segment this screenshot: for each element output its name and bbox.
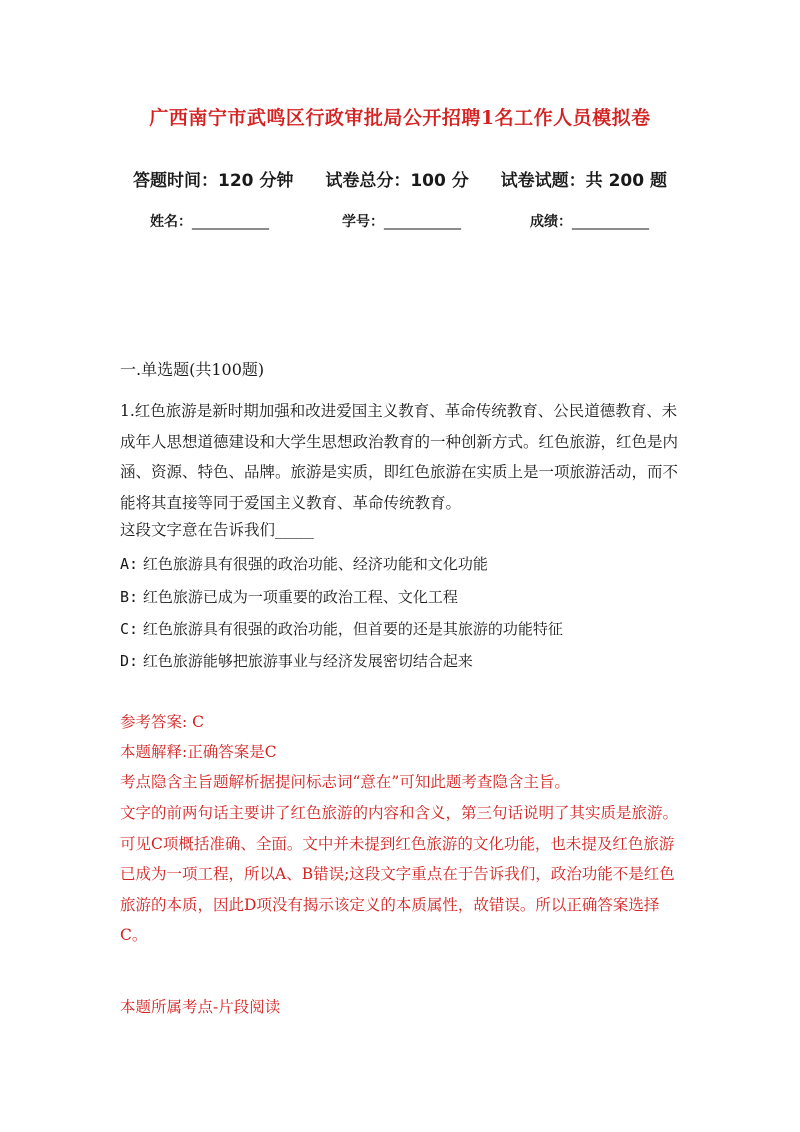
option-b-text: 红色旅游已成为一项重要的政治工程、文化工程: [142, 588, 458, 606]
option-a: [120, 553, 488, 574]
question-prompt: 这段文字意在告诉我们_____: [120, 521, 314, 539]
answer-explanation: 本题解释:正确答案是C: [120, 743, 277, 761]
option-d-key: D:: [120, 652, 139, 670]
student-id-field: [342, 211, 461, 231]
option-a-key: A:: [120, 555, 139, 573]
exam-question-count: 试卷试题：共 200 题: [500, 171, 667, 191]
question-text: 1.红色旅游是新时期加强和改进爱国主义教育、革命传统教育、公民道德教育、未成年人思想道德建设和大学生思想政治教育的一种创新方式。红色旅游，红色是内涵、资源、特色、品牌。旅游是实质，即红色旅游在实质上是一项旅游活动，而不能将其直接等同于爱国主义教育、革命传统教育。: [120, 402, 679, 512]
grade-field: [530, 211, 649, 231]
option-c-key: C:: [120, 620, 139, 638]
exam-meta: [0, 166, 800, 191]
name-label: 姓名：: [150, 214, 192, 230]
name-blank: ___________: [192, 214, 269, 230]
answer-analysis: 文字的前两句话主要讲了红色旅游的内容和含义，第三句话说明了其实质是旅游。可见C项概括准确、全面。文中并未提到红色旅游的文化功能，也未提及红色旅游已成为一项工程，所以A、B错误;这段文字重点在于告诉我们，政治功能不是红色旅游的本质，因此D项没有揭示该定义的本质属性，故错误。所以正确答案选择C。: [120, 804, 679, 944]
exam-time: 答题时间：120 分钟: [133, 171, 294, 191]
option-a-text: 红色旅游具有很强的政治功能、经济功能和文化功能: [142, 555, 488, 573]
option-c: [120, 618, 563, 639]
section-title: 一.单选题(共100题): [120, 360, 265, 379]
reference-answer: 参考答案: C: [120, 713, 205, 731]
option-c-text: 红色旅游具有很强的政治功能，但首要的还是其旅游的功能特征: [142, 620, 563, 638]
answer-hint: 考点隐含主旨题解析据提问标志词“意在”可知此题考查隐含主旨。: [120, 773, 570, 791]
student-id-blank: ___________: [384, 214, 461, 230]
exam-total-score: 试卷总分：100 分: [325, 171, 469, 191]
option-d: [120, 650, 473, 671]
option-b-key: B:: [120, 588, 139, 606]
name-field: [150, 211, 269, 231]
grade-label: 成绩：: [530, 214, 572, 230]
student-id-label: 学号：: [342, 214, 384, 230]
grade-blank: ___________: [572, 214, 649, 230]
option-b: [120, 586, 458, 607]
question-category: 本题所属考点-片段阅读: [120, 998, 281, 1016]
exam-title: 广西南宁市武鸣区行政审批局公开招聘1名工作人员模拟卷: [149, 107, 651, 129]
option-d-text: 红色旅游能够把旅游事业与经济发展密切结合起来: [142, 652, 473, 670]
